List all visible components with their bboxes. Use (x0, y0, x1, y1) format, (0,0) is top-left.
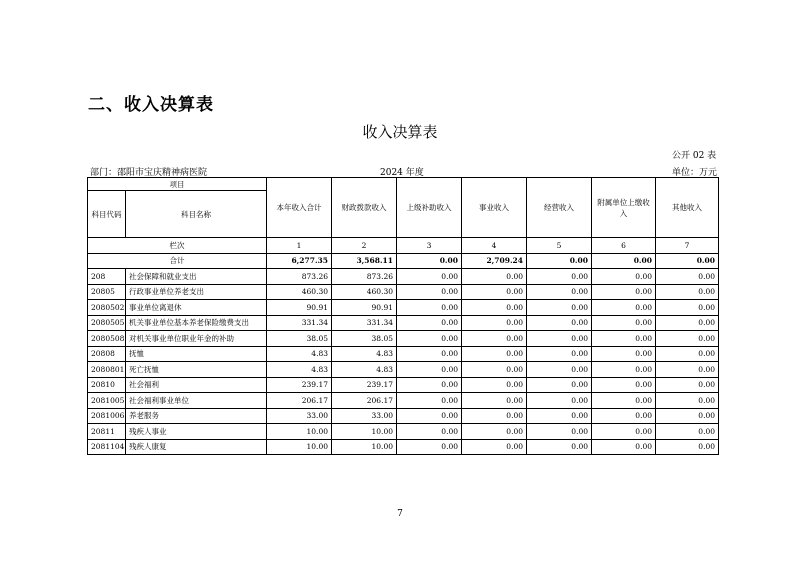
amount-cell: 0.00 (656, 408, 719, 424)
amount-cell: 90.91 (332, 300, 397, 316)
amount-cell: 0.00 (656, 331, 719, 347)
amount-cell: 0.00 (592, 284, 656, 300)
amount-cell: 0.00 (592, 315, 656, 331)
total-row (88, 253, 719, 269)
amount-cell: 0.00 (656, 346, 719, 362)
income-final-accounts-table (87, 177, 719, 455)
amount-cell: 0.00 (592, 424, 656, 440)
subject-code: 20805 (88, 284, 126, 300)
table-row (88, 393, 719, 409)
amount-cell: 0.00 (527, 315, 592, 331)
subject-name: 对机关事业单位职业年金的补助 (126, 331, 267, 347)
amount-cell: 873.26 (267, 269, 332, 285)
amount-cell: 0.00 (397, 424, 462, 440)
subject-name: 残疾人康复 (126, 439, 267, 455)
amount-cell: 0.00 (592, 408, 656, 424)
amount-cell: 0.00 (656, 377, 719, 393)
subject-code: 2081005 (88, 393, 126, 409)
amount-cell: 0.00 (592, 393, 656, 409)
column-number: 2 (332, 238, 397, 254)
fiscal-year-label: 2024 年度 (380, 168, 424, 178)
amount-cell: 0.00 (527, 284, 592, 300)
section-title: 二、收入决算表 (88, 95, 214, 115)
amount-cell: 0.00 (656, 424, 719, 440)
amount-cell: 4.83 (267, 346, 332, 362)
column-number: 4 (462, 238, 527, 254)
amount-cell: 33.00 (267, 408, 332, 424)
total-label: 合计 (88, 253, 267, 269)
amount-cell: 460.30 (332, 284, 397, 300)
column-number: 5 (527, 238, 592, 254)
header-operating: 经营收入 (527, 178, 592, 238)
column-number-label: 栏次 (88, 238, 267, 254)
subject-name: 社会福利事业单位 (126, 393, 267, 409)
amount-cell: 239.17 (332, 377, 397, 393)
header-fiscal: 财政拨款收入 (332, 178, 397, 238)
column-number: 1 (267, 238, 332, 254)
total-value: 0.00 (656, 253, 719, 269)
subject-code: 20810 (88, 377, 126, 393)
subject-name: 行政事业单位养老支出 (126, 284, 267, 300)
amount-cell: 10.00 (332, 439, 397, 455)
table-row (88, 408, 719, 424)
subject-name: 社会保障和就业支出 (126, 269, 267, 285)
amount-cell: 331.34 (332, 315, 397, 331)
amount-cell: 0.00 (592, 300, 656, 316)
table-row (88, 315, 719, 331)
amount-cell: 0.00 (527, 362, 592, 378)
amount-cell: 4.83 (267, 362, 332, 378)
amount-cell: 10.00 (332, 424, 397, 440)
subject-name: 社会福利 (126, 377, 267, 393)
column-number: 6 (592, 238, 656, 254)
amount-cell: 0.00 (592, 346, 656, 362)
amount-cell: 0.00 (397, 393, 462, 409)
column-number: 3 (397, 238, 462, 254)
subject-code: 2080502 (88, 300, 126, 316)
amount-cell: 0.00 (527, 331, 592, 347)
amount-cell: 0.00 (397, 439, 462, 455)
subject-code: 2080505 (88, 315, 126, 331)
total-value: 0.00 (592, 253, 656, 269)
amount-cell: 0.00 (527, 439, 592, 455)
amount-cell: 206.17 (332, 393, 397, 409)
header-affiliated: 附属单位上缴收入 (592, 178, 656, 238)
document-number: 公开 02 表 (672, 151, 717, 161)
amount-cell: 0.00 (656, 269, 719, 285)
amount-cell: 0.00 (656, 300, 719, 316)
header-other: 其他收入 (656, 178, 719, 238)
amount-cell: 0.00 (592, 439, 656, 455)
amount-cell: 38.05 (267, 331, 332, 347)
column-number-row (88, 238, 719, 254)
amount-cell: 0.00 (397, 362, 462, 378)
amount-cell: 0.00 (397, 377, 462, 393)
amount-cell: 4.83 (332, 346, 397, 362)
amount-cell: 0.00 (397, 284, 462, 300)
header-business: 事业收入 (462, 178, 527, 238)
total-value: 2,709.24 (462, 253, 527, 269)
total-value: 3,568.11 (332, 253, 397, 269)
header-subject-name: 科目名称 (126, 191, 267, 238)
table-row (88, 439, 719, 455)
subject-name: 残疾人事业 (126, 424, 267, 440)
amount-cell: 0.00 (462, 284, 527, 300)
table-row (88, 362, 719, 378)
header-superior: 上级补助收入 (397, 178, 462, 238)
subject-code: 20808 (88, 346, 126, 362)
table-row (88, 269, 719, 285)
amount-cell: 0.00 (462, 315, 527, 331)
total-value: 0.00 (397, 253, 462, 269)
amount-cell: 90.91 (267, 300, 332, 316)
table-row (88, 331, 719, 347)
subject-code: 208 (88, 269, 126, 285)
header-item: 项目 (88, 178, 267, 191)
table-title: 收入决算表 (362, 123, 438, 141)
amount-cell: 0.00 (656, 439, 719, 455)
amount-cell: 0.00 (397, 269, 462, 285)
page-number: 7 (397, 509, 403, 519)
amount-cell: 38.05 (332, 331, 397, 347)
amount-cell: 0.00 (462, 424, 527, 440)
amount-cell: 0.00 (527, 346, 592, 362)
amount-cell: 0.00 (462, 362, 527, 378)
table-row (88, 424, 719, 440)
total-value: 0.00 (527, 253, 592, 269)
amount-cell: 239.17 (267, 377, 332, 393)
amount-cell: 0.00 (656, 362, 719, 378)
amount-cell: 0.00 (462, 346, 527, 362)
table-row (88, 300, 719, 316)
subject-code: 2080801 (88, 362, 126, 378)
amount-cell: 0.00 (527, 300, 592, 316)
subject-name: 死亡抚恤 (126, 362, 267, 378)
amount-cell: 873.26 (332, 269, 397, 285)
amount-cell: 0.00 (592, 377, 656, 393)
amount-cell: 0.00 (592, 362, 656, 378)
amount-cell: 0.00 (462, 439, 527, 455)
table-row (88, 346, 719, 362)
subject-code: 2080508 (88, 331, 126, 347)
subject-code: 2081104 (88, 439, 126, 455)
amount-cell: 331.34 (267, 315, 332, 331)
column-number: 7 (656, 238, 719, 254)
amount-cell: 0.00 (462, 377, 527, 393)
amount-cell: 0.00 (462, 331, 527, 347)
table-row (88, 284, 719, 300)
amount-cell: 0.00 (397, 408, 462, 424)
amount-cell: 0.00 (397, 346, 462, 362)
amount-cell: 460.30 (267, 284, 332, 300)
amount-cell: 33.00 (332, 408, 397, 424)
total-value: 6,277.35 (267, 253, 332, 269)
amount-cell: 0.00 (462, 408, 527, 424)
table-row (88, 377, 719, 393)
department-label: 部门：邵阳市宝庆精神病医院 (90, 168, 208, 178)
amount-cell: 0.00 (462, 300, 527, 316)
amount-cell: 0.00 (462, 269, 527, 285)
subject-name: 抚恤 (126, 346, 267, 362)
subject-name: 机关事业单位基本养老保险缴费支出 (126, 315, 267, 331)
header-row-1 (88, 178, 719, 191)
subject-name: 养老服务 (126, 408, 267, 424)
amount-cell: 0.00 (656, 393, 719, 409)
subject-code: 2081006 (88, 408, 126, 424)
header-subject-code: 科目代码 (88, 191, 126, 238)
subject-code: 20811 (88, 424, 126, 440)
amount-cell: 0.00 (527, 377, 592, 393)
header-total: 本年收入合计 (267, 178, 332, 238)
subject-name: 事业单位离退休 (126, 300, 267, 316)
amount-cell: 0.00 (462, 393, 527, 409)
amount-cell: 0.00 (397, 300, 462, 316)
amount-cell: 0.00 (527, 393, 592, 409)
unit-label: 单位：万元 (672, 168, 718, 178)
amount-cell: 0.00 (592, 269, 656, 285)
amount-cell: 10.00 (267, 424, 332, 440)
amount-cell: 0.00 (527, 269, 592, 285)
amount-cell: 0.00 (527, 424, 592, 440)
amount-cell: 0.00 (397, 315, 462, 331)
amount-cell: 0.00 (656, 315, 719, 331)
amount-cell: 0.00 (592, 331, 656, 347)
amount-cell: 4.83 (332, 362, 397, 378)
amount-cell: 10.00 (267, 439, 332, 455)
amount-cell: 0.00 (397, 331, 462, 347)
amount-cell: 0.00 (656, 284, 719, 300)
amount-cell: 206.17 (267, 393, 332, 409)
amount-cell: 0.00 (527, 408, 592, 424)
